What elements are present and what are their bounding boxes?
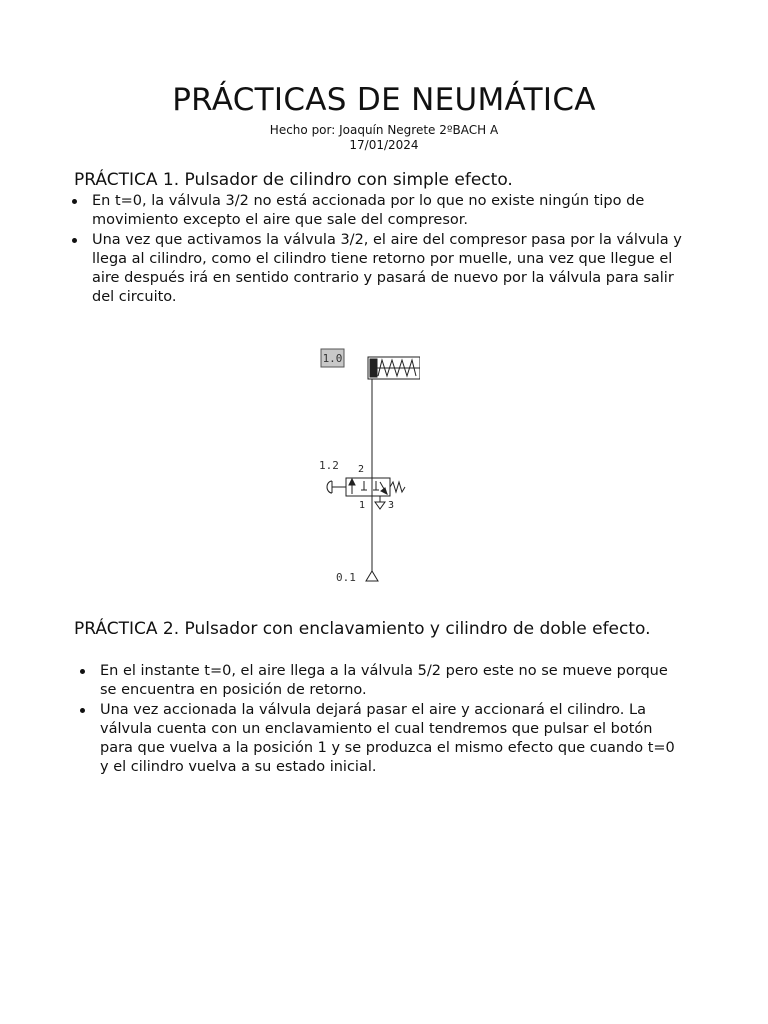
list-item [72,192,682,230]
port-3-label: 3 [388,500,395,511]
author-line: Hecho por: Joaquín Negrete 2ºBACH A [269,123,499,137]
bullet-icon [72,238,77,243]
single-acting-cylinder [368,357,420,379]
list-item [72,231,682,307]
list-item-text: En t=0, la válvula 3/2 no está accionada por lo que no existe ningún tipo de movimiento excepto el aire que sale del compresor. [92,193,645,228]
practica-1-heading: PRÁCTICA 1. Pulsador de cilindro con simple efecto. [74,170,513,190]
valve-label: 1.2 [319,459,339,472]
list-item [80,662,680,700]
list-item-text: Una vez que activamos la válvula 3/2, el aire del compresor pasa por la válvula y llega al cilindro, como el cilindro tiene retorno por muelle, una vez que llegue el aire después irá en sentido contrario y pasará de nuevo por la válvula para salir del circuito. [92,232,682,305]
port-1-label: 1 [359,500,366,511]
list-item-text: Una vez accionada la válvula dejará pasar el aire y accionará el cilindro. La válvula cuenta con un enclavamiento el cual tendremos que pulsar el botón para que vuelva a la posición 1 y se produzca el mismo efecto que cuando t=0 y el cilindro vuelva a su estado inicial. [100,702,675,775]
practica-1-list [72,192,682,308]
push-button-actuator-icon [327,481,346,493]
valve-3-2 [346,478,405,496]
source-label: 0.1 [336,571,356,584]
practica-2-list [80,662,680,778]
page-title: PRÁCTICAS DE NEUMÁTICA [172,82,596,118]
compressor-source-icon [366,571,378,581]
exhaust-icon [375,502,385,509]
practica-2-heading: PRÁCTICA 2. Pulsador con enclavamiento y cilindro de doble efecto. [74,619,651,639]
bullet-icon [80,669,85,674]
list-item [80,701,680,777]
list-item-text: En el instante t=0, el aire llega a la válvula 5/2 pero este no se mueve porque se encuentra en posición de retorno. [100,663,668,698]
bullet-icon [80,708,85,713]
bullet-icon [72,199,77,204]
document-date: 17/01/2024 [349,138,419,152]
pneumatic-circuit-diagram [310,340,420,590]
port-2-label: 2 [358,464,365,475]
cylinder-label: 1.0 [322,352,343,365]
